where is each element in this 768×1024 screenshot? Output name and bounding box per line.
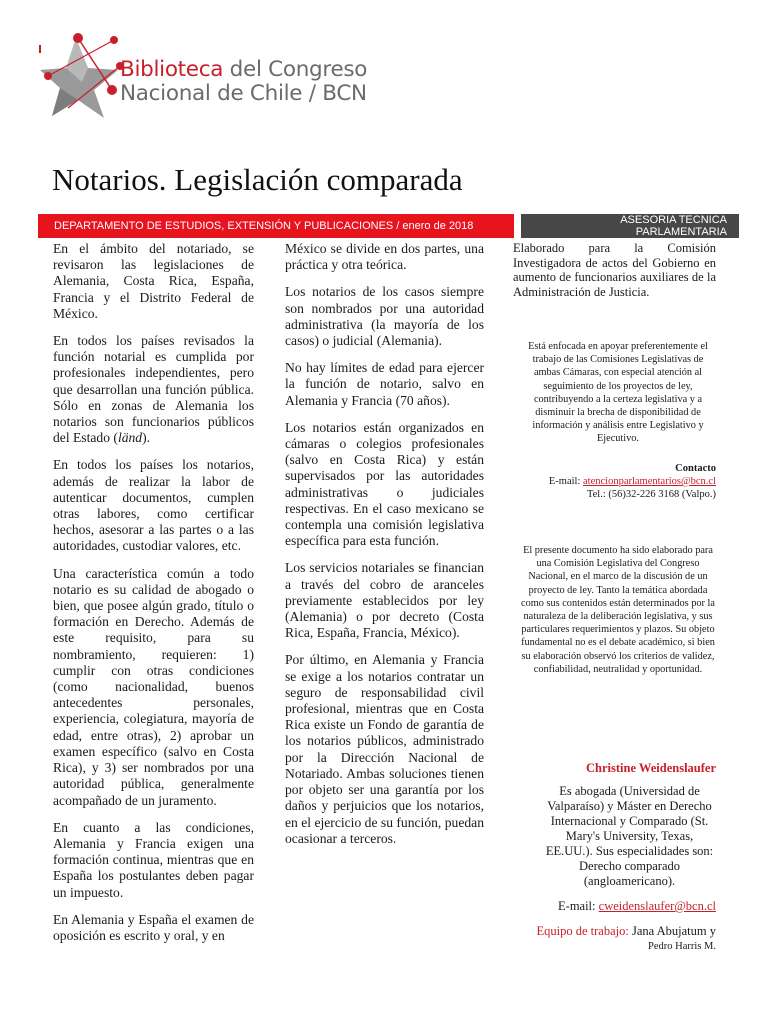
column-left xyxy=(53,241,254,955)
asesoria-bar-line1: ASESORIA TECNICA xyxy=(620,214,727,226)
contact-phone: Tel.: (56)32-226 3168 (Valpo.) xyxy=(586,489,716,500)
asesoria-bar-line2: PARLAMENTARIA xyxy=(635,226,727,238)
italic-term: länd xyxy=(117,430,143,446)
contact-block xyxy=(513,462,716,501)
logo-word-congreso: del Congreso xyxy=(229,57,368,82)
team-member-2: Pedro Harris M. xyxy=(648,941,716,952)
paragraph: En el ámbito del notariado, se revisaron las legislaciones de Alemania, Costa Rica, España, Francia y el Distrito Federal de México. xyxy=(53,241,254,321)
author-name: Christine Weidenslaufer xyxy=(586,761,716,775)
team-label: Equipo de trabajo: xyxy=(536,924,629,938)
author-email-prefix: E-mail: xyxy=(558,899,599,913)
contact-email-prefix: E-mail: xyxy=(548,476,583,487)
paragraph: En cuanto a las condiciones, Alemania y Francia exigen una formación continua, mientras que en España los postulantes deben pagar un impuesto. xyxy=(53,819,254,900)
author-block xyxy=(513,761,716,914)
paragraph: En todos los países revisados la función notarial es cumplida por profesionales independientes, pero que desarrollan una función pública. Sólo en zonas de Alemania los notarios son funcionarios públicos del Estado (länd). xyxy=(53,333,254,446)
disclaimer: El presente documento ha sido elaborado para una Comisión Legislativa del Congreso Nacional, en el marco de la discusión de un proyecto de ley. Tanto la temática abordada como sus contenidos están determinados por la naturaleza de la deliberación legislativa, y sus particulares requerimientos y plazos. Su objeto fundamental no es el debate académico, si bien su elaboración observó los criterios de validez, confiabilidad, neutralidad y oportunidad. xyxy=(521,545,715,675)
column-middle xyxy=(285,241,484,858)
team-block xyxy=(513,924,716,954)
paragraph: En todos los países los notarios, además de realizar la labor de autenticar documentos, cumplen otras labores, como certificar hechos, asesorar a las partes o a las autoridades, custodiar valores, etc. xyxy=(53,457,254,554)
paragraph: No hay límites de edad para ejercer la función de notario, salvo en Alemania y Francia (70 años). xyxy=(285,360,484,408)
logo-line2: Nacional de Chile / BCN xyxy=(120,81,367,106)
author-description: Es abogada (Universidad de Valparaíso) y Máster en Derecho Internacional y Comparado (St. Mary's University, Texas, EE.UU.). Sus especialidades son: Derecho comparado (angloamericano). xyxy=(545,784,714,888)
paragraph: Por último, en Alemania y Francia se exige a los notarios contratar un seguro de responsabilidad civil profesional, mientras que en Costa Rica existe un Fondo de garantía de los notarios públicos, administrado por la Dirección Nacional de Notariado. Ambas soluciones tienen por objeto ser una garantía por los daños y perjuicios que los notarios, en el ejercicio de su función, puedan ocasionar a terceros. xyxy=(285,652,484,846)
paragraph: Los notarios están organizados en cámaras o colegios profesionales (salvo en Costa Rica) y están supervisados por las autoridades administrativas o judiciales respectivas. En el caso mexicano se contempla una comisión legislativa específica para esta función. xyxy=(285,419,484,549)
logo-word-biblioteca: Biblioteca xyxy=(120,57,224,82)
author-email-link[interactable]: cweidenslaufer@bcn.cl xyxy=(598,899,716,913)
department-bar: DEPARTAMENTO DE ESTUDIOS, EXTENSIÓN Y PUBLICACIONES / enero de 2018 xyxy=(38,214,514,238)
sidebar-intro: Elaborado para la Comisión Investigadora de actos del Gobierno en aumento de funcionarios auxiliares de la Administración de Justicia. xyxy=(513,241,716,299)
team-member-1: Jana Abujatum y xyxy=(628,924,716,938)
document-title: Notarios. Legislación comparada xyxy=(52,162,463,197)
sidebar-focus: Está enfocada en apoyar preferentemente el trabajo de las Comisiones Legislativas de ambas Cámaras, con especial atención al seguimiento de los proyectos de ley, contribuyendo a la certeza legislativa y a disminuir la brecha de disponibilidad de información y análisis entre Legislativo y Ejecutivo. xyxy=(528,341,708,445)
paragraph: En Alemania y España el examen de oposición es escrito y oral, y en xyxy=(53,911,254,943)
asesoria-bar xyxy=(521,214,739,238)
paragraph: Los notarios de los casos siempre son nombrados por una autoridad administrativa (la mayoría de los casos) o judicial (Alemania). xyxy=(285,284,484,349)
logo-wordmark xyxy=(120,58,367,106)
paragraph: México se divide en dos partes, una práctica y otra teórica. xyxy=(285,241,484,273)
contact-email-link[interactable]: atencionparlamentarios@bcn.cl xyxy=(583,476,716,487)
paragraph: Una característica común a todo notario es su calidad de abogado o bien, que posee algún grado, título o formación en Derecho. Además de este requisito, para su nombramiento, requieren: 1) cumplir con otras condiciones (como nacionalidad, buenos antecedentes personales, experiencia, colegiatura, mayoría de edad, entre otras), 2) aprobar un examen específico (salvo en Costa Rica), y 3) ser nombrados por una autoridad pública, generalmente acompañado de un juramento. xyxy=(53,565,254,808)
contact-label: Contacto xyxy=(675,463,716,474)
paragraph: Los servicios notariales se financian a través del cobro de aranceles previamente establecidos por ley (Alemania) o por decreto (Costa Rica, España, Francia, México). xyxy=(285,560,484,641)
